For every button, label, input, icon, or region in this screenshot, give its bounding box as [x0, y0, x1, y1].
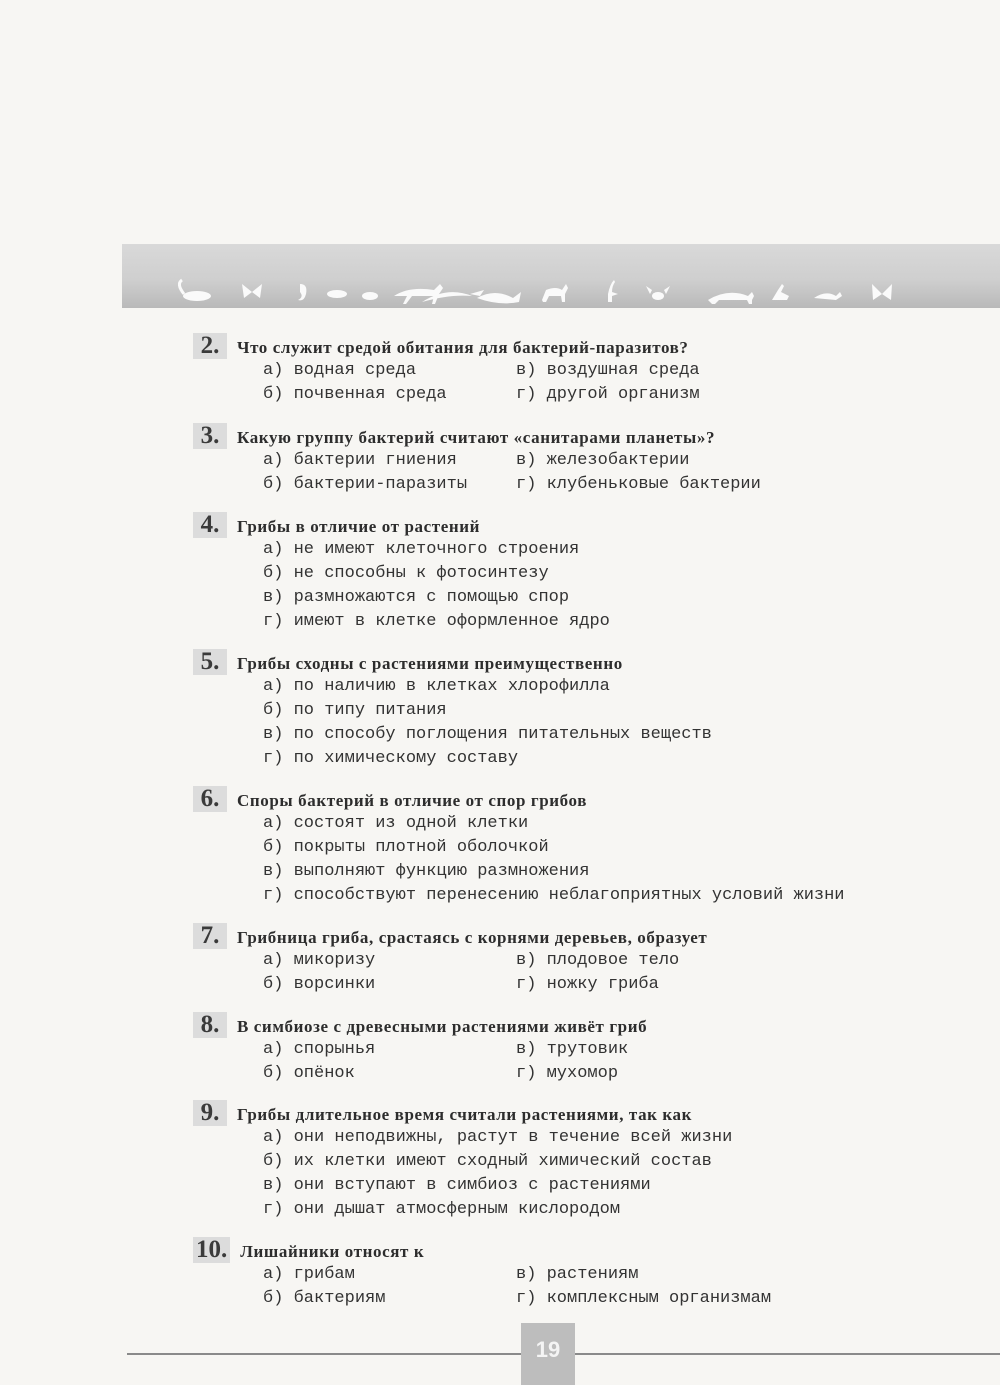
answer-option[interactable]: б) опёнок — [263, 1064, 355, 1083]
answer-option[interactable]: а) не имеют клеточного строения — [263, 540, 580, 559]
answer-options — [263, 949, 913, 997]
question-text: Грибы в отличие от растений — [237, 517, 481, 536]
question-3 — [193, 423, 913, 497]
question-2 — [193, 333, 913, 407]
question-text: Грибы длительное время считали растениями, так как — [237, 1105, 693, 1124]
answer-option[interactable]: г) по химическому составу — [263, 749, 519, 768]
question-number: 6. — [193, 786, 227, 812]
answer-options — [263, 449, 913, 497]
answer-option[interactable]: в) железобактерии — [516, 451, 690, 470]
question-number: 8. — [193, 1012, 227, 1038]
question-4 — [193, 512, 913, 634]
answer-option[interactable]: б) по типу питания — [263, 701, 447, 720]
hare-icon — [814, 292, 842, 300]
question-text: Грибница гриба, срастаясь с корнями деревьев, образует — [237, 928, 708, 947]
question-number: 2. — [193, 333, 227, 359]
answer-option[interactable]: б) бактериям — [263, 1289, 386, 1308]
answer-option[interactable]: г) имеют в клетке оформленное ядро — [263, 612, 610, 631]
question-header — [193, 512, 913, 538]
page-number: 19 — [521, 1323, 575, 1385]
answer-option[interactable]: в) растениям — [516, 1265, 639, 1284]
question-text: В симбиозе с древесными растениями живёт гриб — [237, 1017, 648, 1036]
question-number: 7. — [193, 923, 227, 949]
answer-option[interactable]: а) грибам — [263, 1265, 355, 1284]
question-number: 9. — [193, 1100, 227, 1126]
answer-option[interactable]: а) состоят из одной клетки — [263, 814, 529, 833]
answer-option[interactable]: г) ножку гриба — [516, 975, 659, 994]
answer-option[interactable]: б) бактерии-паразиты — [263, 475, 468, 494]
question-header — [193, 923, 913, 949]
answer-options — [263, 812, 913, 908]
question-7 — [193, 923, 913, 997]
answer-option[interactable]: в) размножаются с помощью спор — [263, 588, 570, 607]
bull-icon — [708, 292, 754, 304]
question-number: 5. — [193, 649, 227, 675]
footer-line-right — [575, 1353, 1000, 1355]
answer-option[interactable]: б) почвенная среда — [263, 385, 447, 404]
question-8 — [193, 1012, 913, 1086]
answer-option[interactable]: г) клубеньковые бактерии — [516, 475, 761, 494]
answer-option[interactable]: б) их клетки имеют сходный химический состав — [263, 1152, 712, 1171]
question-header — [193, 1100, 913, 1126]
frog-icon — [362, 292, 378, 300]
question-header — [193, 1237, 913, 1263]
question-header — [193, 1012, 913, 1038]
answer-options — [263, 1263, 913, 1311]
answer-option[interactable]: в) они вступают в симбиоз с растениями — [263, 1176, 651, 1195]
question-header — [193, 649, 913, 675]
butterfly-icon — [242, 284, 262, 298]
answer-option[interactable]: г) способствуют перенесению неблагоприятных условий жизни — [263, 886, 845, 905]
seahorse-icon — [298, 284, 306, 300]
answer-options — [263, 675, 913, 771]
animal-silhouettes — [122, 244, 1000, 308]
question-text: Лишайники относят к — [240, 1242, 425, 1261]
deer-icon — [772, 284, 789, 300]
fish-icon — [477, 292, 521, 303]
question-9 — [193, 1100, 913, 1222]
answer-option[interactable]: б) не способны к фотосинтезу — [263, 564, 549, 583]
answer-options — [263, 1126, 913, 1222]
footer-line-left — [127, 1353, 521, 1355]
bird-icon — [470, 290, 484, 296]
answer-option[interactable]: а) они неподвижны, растут в течение всей жизни — [263, 1128, 733, 1147]
question-text: Какую группу бактерий считают «санитарами планеты»? — [237, 428, 716, 447]
answer-option[interactable]: б) покрыты плотной оболочкой — [263, 838, 549, 857]
question-header — [193, 423, 913, 449]
answer-options — [263, 538, 913, 634]
answer-option[interactable]: а) по наличию в клетках хлорофилла — [263, 677, 610, 696]
question-header — [193, 786, 913, 812]
answer-option[interactable]: г) комплексным организмам — [516, 1289, 772, 1308]
question-10 — [193, 1237, 913, 1311]
question-6 — [193, 786, 913, 908]
answer-option[interactable]: а) спорынья — [263, 1040, 376, 1059]
question-number: 3. — [193, 423, 227, 449]
answer-option[interactable]: г) другой организм — [516, 385, 700, 404]
horse-icon — [394, 284, 443, 304]
answer-option[interactable]: б) ворсинки — [263, 975, 376, 994]
question-number: 10. — [193, 1237, 230, 1263]
answer-options — [263, 359, 913, 407]
fish-icon — [327, 290, 347, 298]
question-text: Споры бактерий в отличие от спор грибов — [237, 791, 588, 810]
answer-option[interactable]: в) трутовик — [516, 1040, 629, 1059]
answer-option[interactable]: в) плодовое тело — [516, 951, 680, 970]
butterfly-icon — [872, 284, 892, 300]
goat-icon — [542, 284, 568, 302]
answer-option[interactable]: в) выполняют функцию размножения — [263, 862, 590, 881]
answer-option[interactable]: а) бактерии гниения — [263, 451, 457, 470]
question-header — [193, 333, 913, 359]
answer-option[interactable]: г) мухомор — [516, 1064, 619, 1083]
scorpion-icon — [179, 280, 211, 301]
header-banner — [122, 244, 1000, 308]
answer-option[interactable]: в) по способу поглощения питательных веществ — [263, 725, 712, 744]
heron-icon — [608, 280, 618, 302]
answer-option[interactable]: в) воздушная среда — [516, 361, 700, 380]
bee-icon — [646, 286, 670, 300]
answer-option[interactable]: г) они дышат атмосферным кислородом — [263, 1200, 621, 1219]
question-number: 4. — [193, 512, 227, 538]
answer-option[interactable]: а) водная среда — [263, 361, 417, 380]
question-5 — [193, 649, 913, 771]
answer-option[interactable]: а) микоризу — [263, 951, 376, 970]
question-text: Что служит средой обитания для бактерий-паразитов? — [237, 338, 689, 357]
question-text: Грибы сходны с растениями преимущественно — [237, 654, 623, 673]
answer-options — [263, 1038, 913, 1086]
